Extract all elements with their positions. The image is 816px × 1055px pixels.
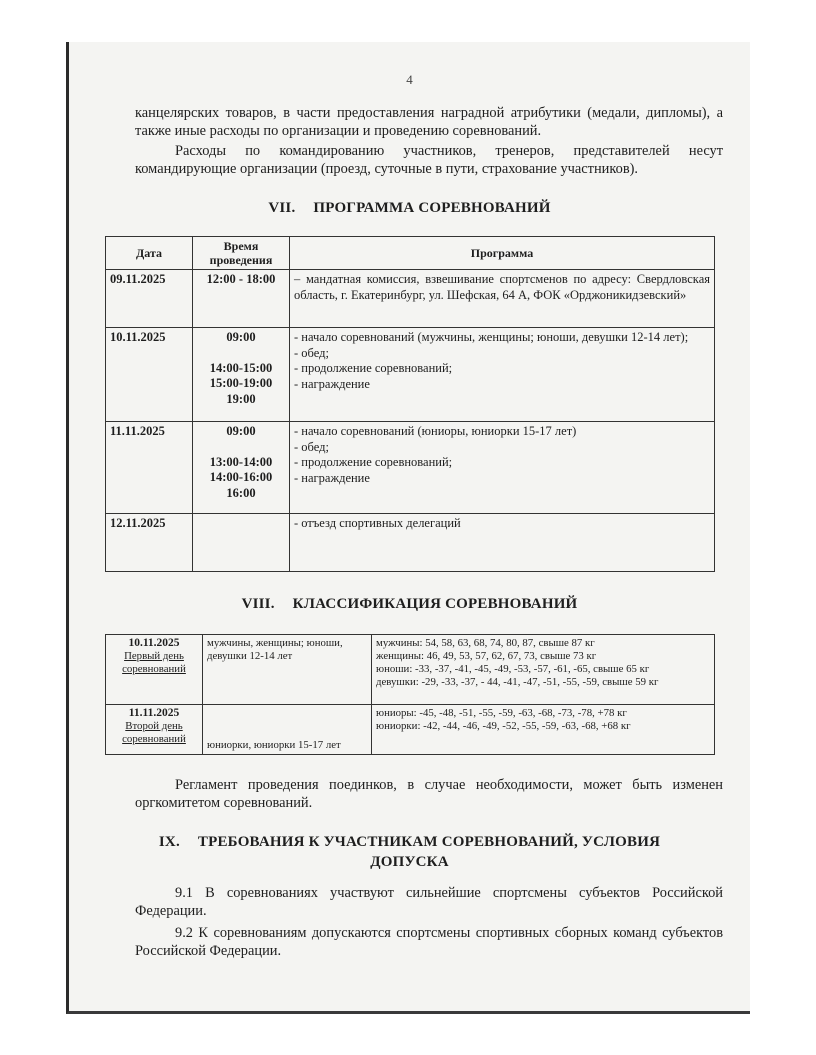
regulation-note: Регламент проведения поединков, в случае необходимости, может быть изменен оргкомитетом соревнований. (135, 777, 723, 811)
row-time: 12:00 - 18:00 (193, 270, 290, 328)
day-cell (106, 635, 203, 705)
header-time: Время проведения (193, 237, 290, 270)
section-8-title: КЛАССИФИКАЦИЯ СОРЕВНОВАНИЙ (292, 596, 578, 612)
weight-line: мужчины: 54, 58, 63, 68, 74, 80, 87, свыше 87 кг (376, 637, 595, 649)
table-row (106, 422, 715, 514)
time-value: 13:00-14:00 (209, 454, 273, 469)
section-8-heading (69, 596, 750, 613)
weight-line: девушки: -29, -33, -37, - 44, -41, -47, -51, -55, -59, свыше 59 кг (376, 676, 659, 688)
day-cell (106, 705, 203, 755)
day-label: Первый день (124, 650, 184, 662)
intro-paragraph-1: канцелярских товаров, в части предоставления наградной атрибутики (медали, дипломы), а также иные расходы по организации и проведению соревнований. (135, 105, 723, 139)
section-9-number: IX. (158, 834, 180, 850)
time-value: 16:00 (226, 485, 256, 500)
time-value: 19:00 (226, 391, 256, 406)
section-7-number: VII. (268, 200, 296, 216)
time-gap (197, 440, 285, 455)
weights-cell (372, 635, 715, 705)
row-program (290, 514, 715, 572)
groups-cell: мужчины, женщины; юноши, девушки 12-14 лет (203, 635, 372, 705)
table-row (106, 514, 715, 572)
time-value: 14:00-15:00 (209, 360, 273, 375)
section-7-heading (69, 200, 750, 217)
section-9-title-line-2: ДОПУСКА (370, 854, 449, 870)
row-date: 11.11.2025 (106, 422, 193, 514)
program-line: - обед; (294, 345, 329, 360)
program-line: - начало соревнований (юниоры, юниорки 15-17 лет) (294, 424, 577, 438)
row-time (193, 514, 290, 572)
row-program (290, 422, 715, 514)
section-7-title: ПРОГРАММА СОРЕВНОВАНИЙ (313, 200, 551, 216)
row-date: 09.11.2025 (106, 270, 193, 328)
table-row (106, 705, 715, 755)
time-value: 09:00 (226, 330, 256, 344)
section-8-number: VIII. (241, 596, 275, 612)
row-times (193, 422, 290, 514)
page-number: 4 (406, 72, 413, 87)
row-program (290, 328, 715, 422)
program-line: - обед; (294, 439, 329, 454)
time-gap (197, 346, 285, 361)
weight-line: юниоры: -45, -48, -51, -55, -59, -63, -68, -73, -78, +78 кг (376, 707, 627, 719)
program-line: - продолжение соревнований; (294, 455, 453, 469)
weight-line: юноши: -33, -37, -41, -45, -49, -53, -57, -61, -65, свыше 65 кг (376, 663, 650, 675)
section-9-title-line-1: ТРЕБОВАНИЯ К УЧАСТНИКАМ СОРЕВНОВАНИЙ, УСЛОВИЯ (197, 834, 661, 850)
program-line: - награждение (294, 470, 370, 485)
row-date: 10.11.2025 (106, 328, 193, 422)
groups-cell: юниорки, юниорки 15-17 лет (203, 705, 372, 755)
table-row (106, 270, 715, 328)
row-date: 12.11.2025 (106, 514, 193, 572)
header-date: Дата (106, 237, 193, 270)
day-label: Второй день (125, 720, 183, 732)
time-value: 14:00-16:00 (209, 470, 273, 484)
weight-line: женщины: 46, 49, 53, 57, 62, 67, 73, свыше 73 кг (376, 650, 597, 662)
day-label-2: соревнований (122, 663, 186, 675)
document-page (66, 42, 750, 1014)
header-program: Программа (290, 237, 715, 270)
weights-cell (372, 705, 715, 755)
program-line: - отъезд спортивных делегаций (294, 516, 461, 530)
time-value: 15:00-19:00 (209, 376, 273, 390)
table-row (106, 328, 715, 422)
program-line: - продолжение соревнований; (294, 361, 453, 375)
program-line: - начало соревнований (мужчины, женщины; юноши, девушки 12-14 лет); (294, 330, 689, 344)
section-9-paragraph-1: 9.1 В соревнованиях участвуют сильнейшие спортсмены субъектов Российской Федерации. (135, 885, 723, 919)
weight-line: юниорки: -42, -44, -46, -49, -52, -55, -59, -63, -68, +68 кг (376, 720, 631, 732)
intro-paragraph-2: Расходы по командированию участников, тренеров, представителей несут командирующие организации (проезд, суточные в пути, страхование участников). (135, 143, 723, 177)
section-9-paragraph-2: 9.2 К соревнованиям допускаются спортсмены спортивных сборных команд субъектов Российской Федерации. (135, 925, 723, 959)
day-date: 11.11.2025 (128, 707, 180, 719)
table-row (106, 635, 715, 705)
row-program: – мандатная комиссия, взвешивание спортсменов по адресу: Свердловская область, г. Екатеринбург, ул. Шефская, 64 А, ФОК «Орджоникидзевский» (290, 270, 715, 328)
day-date: 10.11.2025 (128, 637, 180, 649)
classification-table (105, 634, 715, 755)
program-line: - награждение (294, 376, 370, 391)
program-table (105, 236, 715, 572)
section-9-heading (69, 832, 750, 872)
program-table-header (106, 237, 715, 270)
time-value: 09:00 (226, 424, 256, 438)
day-label-2: соревнований (122, 733, 186, 745)
row-times (193, 328, 290, 422)
